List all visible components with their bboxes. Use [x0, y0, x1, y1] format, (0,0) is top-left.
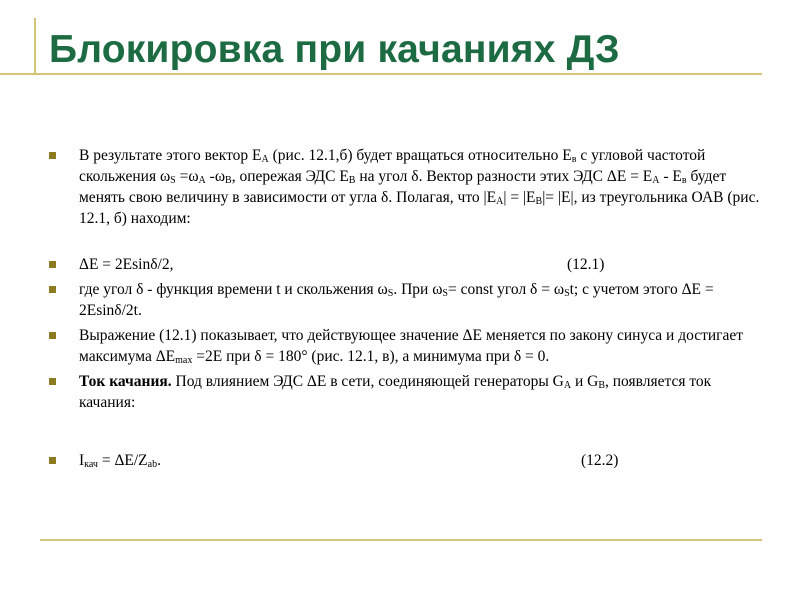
formula-12-1: ΔЕ = 2Esinδ/2,	[79, 256, 174, 273]
swing-current-heading: Ток качания.	[79, 373, 172, 390]
bullet-paragraph-1: В результате этого вектор $Е_А$ (рис. 12.1,б) будет вращаться относительно $Е_в$ с угловой частотой скольжения $\omega_S =\omega_A$ $-\omega_B$, опережая ЭДС $Е_В$ на угол δ. Вектор разности этих ЭДС $\Delta Е = Е_А - Е_в$ будет менять свою величину в зависимости от угла δ. Полагая, что $|Е_А| = |Е_В|= |Е|$, из треугольника ОАВ (рис. 12.1, б) находим:	[48, 145, 760, 229]
bullet-paragraph-4: Ток качания. Под влиянием ЭДС ΔE в сети, соединяющей генераторы $G_A$ и $G_B$, появляется ток качания:	[48, 371, 760, 413]
title-underline	[0, 73, 762, 75]
bullet-paragraph-3: Выражение (12.1) показывает, что действующее значение ΔE меняется по закону синуса и достигает максимума $\Delta E_{max} =2E$ при δ = 180° (рис. 12.1, в), а минимума при δ = 0.	[48, 325, 760, 367]
square-bullet-icon	[49, 152, 56, 159]
square-bullet-icon	[49, 286, 56, 293]
formula-12-2: $I_{кач} = \Delta E/Z_{ab}$.	[79, 452, 161, 470]
equation-number-12-2: (12.2)	[581, 452, 619, 469]
slide-body	[48, 145, 760, 471]
square-bullet-icon	[49, 332, 56, 339]
square-bullet-icon	[49, 261, 56, 268]
bullet-paragraph-2: где угол δ - функция времени t и скольжения $\omega_S$. При $\omega_S=$ const угол $\delta = \omega_St$; с учетом этого ΔE = 2Esinδ/2t.	[48, 279, 760, 321]
square-bullet-icon	[49, 457, 56, 464]
footer-divider-line	[40, 539, 762, 541]
bullet-formula-12-1	[48, 254, 760, 275]
slide-title: Блокировка при качаниях ДЗ	[49, 28, 620, 71]
title-accent-vertical-line	[34, 18, 36, 74]
bullet-formula-12-2	[48, 450, 760, 471]
equation-number-12-1: (12.1)	[567, 256, 605, 273]
square-bullet-icon	[49, 378, 56, 385]
